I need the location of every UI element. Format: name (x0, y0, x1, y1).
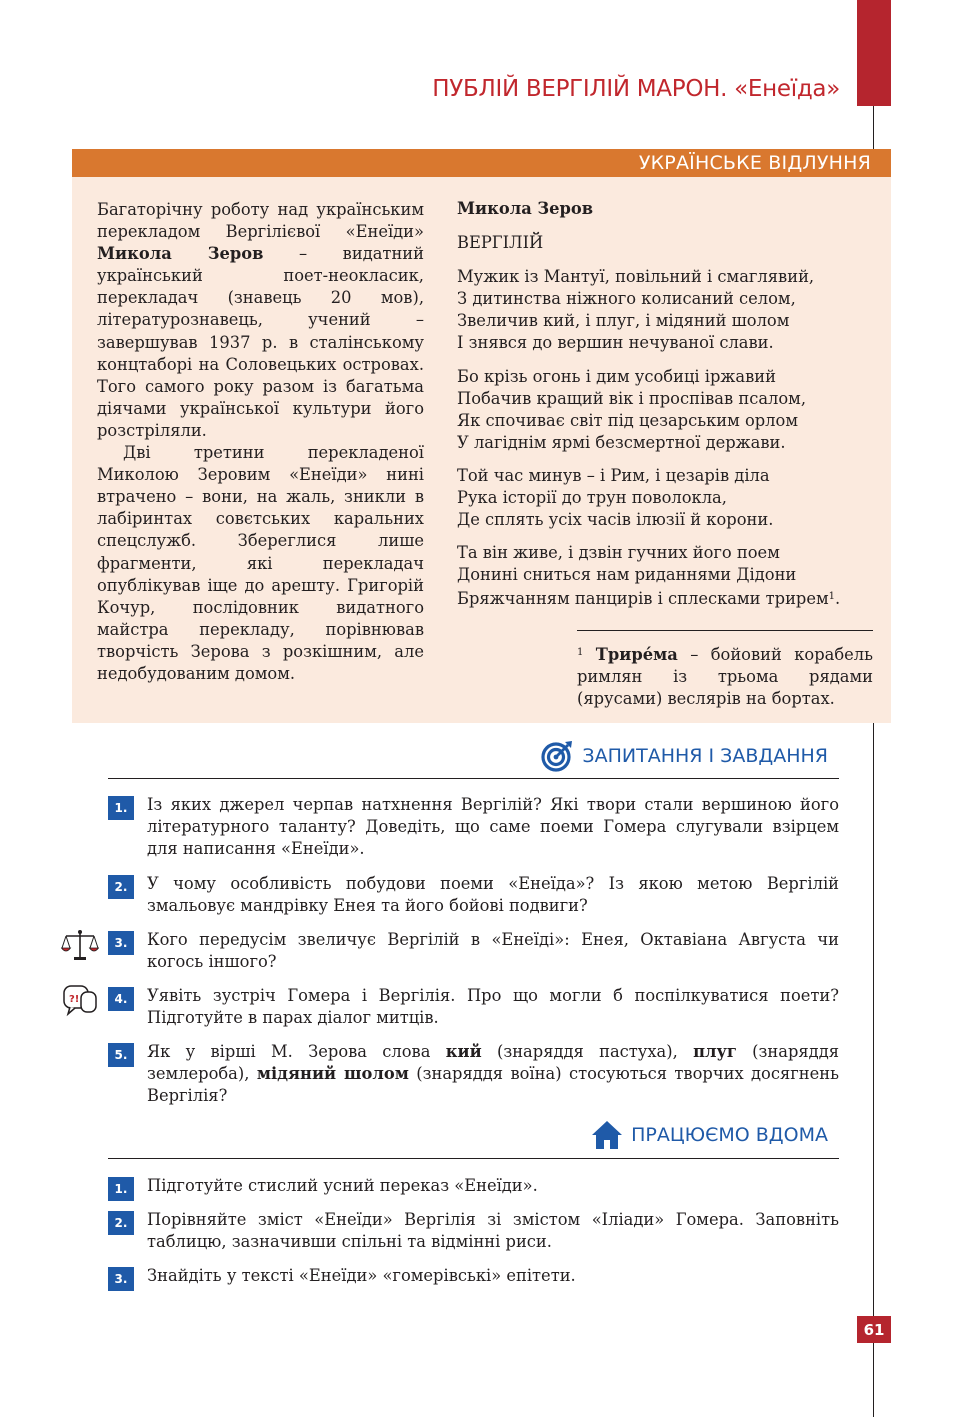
ukr-p1-part-c: – видатний український поет-неокласик, перекладач (знавець 20 мов), літературознавець, учений – завершував 1937 р. в сталінському концтаборі на Соловецьких островах. Того самого року разом із багатьма діячами української культури його розстріляли. (97, 244, 424, 440)
homework-number: 3. (108, 1267, 134, 1291)
question-number: 1. (108, 796, 134, 820)
homework-heading (591, 1120, 828, 1150)
poem-stanza-2 (457, 366, 877, 454)
question-text: Уявіть зустріч Гомера і Вергілія. Про що могли б поспілкуватися поети? Підготуйте в парах діалог митців. (147, 986, 839, 1028)
poem-line: З дитинства ніжного колисаний селом, (457, 289, 796, 309)
page-number: 61 (857, 1316, 891, 1343)
homework-text: Підготуйте стислий усний переказ «Енеїди». (147, 1176, 538, 1195)
question-text: У чому особливість побудови поеми «Енеїда»? Із якою метою Вергілій змальовує мандрівку Енея та його бойові подвиги? (147, 874, 839, 916)
footnote-text: – бойовий корабель римлян із трьома рядами (ярусами) веслярів на бортах. (577, 645, 873, 709)
homework-rule (108, 1158, 839, 1159)
footnote-divider (577, 630, 873, 631)
zerov-name: Микола Зеров (97, 244, 264, 264)
poem-line: Донині сниться нам риданнями Дідони (457, 565, 797, 585)
footnote-number: 1 (577, 647, 584, 658)
poem-last-line-end: . (835, 589, 841, 609)
dialog-icon-glyph: ?! (69, 994, 80, 1005)
question-text: Кого передусім звеличує Вергілій в «Енеїді»: Енея, Октавіана Августа чи когось іншого? (147, 930, 839, 972)
poem-line: Рука історії до трун поволокла, (457, 488, 727, 508)
question-item (108, 873, 839, 917)
question-text-part: (знаряддя воїна) стосуються творчих досягнень Вергілія? (147, 1064, 839, 1106)
poem-line: І знявся до вершин нечуваної слави. (457, 333, 774, 353)
homework-number: 2. (108, 1211, 134, 1235)
homework-item (108, 1265, 839, 1287)
ukr-paragraph-1 (97, 199, 424, 442)
poem-line (457, 586, 877, 610)
question-item (108, 985, 839, 1029)
poem-line: Той час минув – і Рим, і цезарів діла (457, 465, 770, 485)
term-shelom: мідяний шолом (256, 1064, 409, 1084)
term-kyi: кий (445, 1042, 482, 1061)
question-item (108, 929, 839, 973)
question-number: 4. (108, 987, 134, 1011)
question-item (108, 1041, 839, 1108)
page-title: ПУБЛІЙ ВЕРГІЛІЙ МАРОН. «Енеїда» (432, 76, 840, 102)
target-icon (540, 739, 574, 773)
poem-line: Побачив кращий вік і проспівав псалом, (457, 388, 807, 408)
homework-item (108, 1209, 839, 1253)
poem-line: Бо крізь огонь і дим усобиці іржавий (457, 366, 776, 386)
poem-line: У лагіднім ярмі безсмертної держави. (457, 432, 786, 452)
question-item (108, 794, 839, 861)
poem-author: Микола Зеров (457, 199, 594, 218)
ukr-intro-text (97, 199, 424, 685)
questions-rule (108, 778, 839, 779)
poem-line: Як спочиває світ під цезарським орлом (457, 410, 798, 430)
homework-text: Знайдіть у тексті «Енеїди» «гомерівські» епітети. (147, 1266, 576, 1285)
poem-stanza-1 (457, 266, 877, 354)
homework-heading-label: ПРАЦЮЄМО ВДОМА (631, 1124, 828, 1146)
footnote (577, 642, 873, 710)
question-number: 5. (108, 1043, 134, 1067)
question-text-part: (знаряддя пастуха), (481, 1042, 694, 1061)
question-number: 3. (108, 931, 134, 955)
footnote-ref: 1 (828, 591, 836, 603)
poem-stanza-4 (457, 542, 877, 610)
questions-heading-label: ЗАПИТАННЯ І ЗАВДАННЯ (582, 745, 828, 767)
poem-line: Де сплять усіх часів ілюзії й корони. (457, 510, 774, 530)
ukr-paragraph-2: Дві третини перекладеної Миколою Зеровим «Енеїди» нині втрачено – вони, на жаль, зникли в лабіринтах совєтських каральних спецслужб. Збереглися лише фрагменти, які перекладач опублікував іще до арешту. Григорій Кочур, послідовник видатного майстра перекладу, порівнював творчість Зерова з розкішним, але недобудованим домом. (97, 443, 424, 683)
homework-text: Порівняйте зміст «Енеїди» Вергілія зі змістом «Іліади» Гомера. Заповніть таблицю, зазначивши спільні та відмінні риси. (147, 1210, 839, 1252)
poem-title: ВЕРГІЛІЙ (457, 233, 544, 253)
term-pluh: плуг (693, 1042, 737, 1061)
poem-line: Мужик із Мантуї, повільний і смаглявий, (457, 267, 815, 287)
top-red-tab (857, 0, 891, 106)
poem-stanza-3 (457, 465, 877, 531)
poem-line: Звеличив кий, і плуг, і мідяний шолом (457, 311, 790, 331)
questions-heading (540, 739, 828, 773)
homework-item (108, 1175, 839, 1197)
ukr-section-label: УКРАЇНСЬКЕ ВІДЛУННЯ (638, 152, 871, 174)
ukr-p1-part-a: Багаторічну роботу над українським перекладом Вергілієвої «Енеїди» (97, 200, 424, 242)
ukr-section-header (72, 149, 891, 177)
question-text: Із яких джерел черпав натхнення Вергілій? Які твори стали вершиною його літературного таланту? Доведіть, що саме поеми Гомера слугували взірцем для написання «Енеїди». (147, 795, 839, 859)
poem-line: Та він живе, і дзвін гучних його поем (457, 543, 780, 563)
question-text (147, 1041, 839, 1108)
dialog-icon (61, 983, 99, 1019)
poem-last-line-text: Бряжчанням панцирів і сплесками трирем (457, 589, 829, 609)
question-text-part: Як у вірші М. Зерова слова (147, 1042, 446, 1061)
footnote-term: Трире́ма (595, 645, 678, 664)
question-number: 2. (108, 875, 134, 899)
homework-number: 1. (108, 1177, 134, 1201)
poem (457, 198, 877, 622)
home-icon (591, 1120, 623, 1150)
scales-icon (61, 928, 99, 962)
question-text-part: (знаряддя землероба), (147, 1042, 839, 1084)
